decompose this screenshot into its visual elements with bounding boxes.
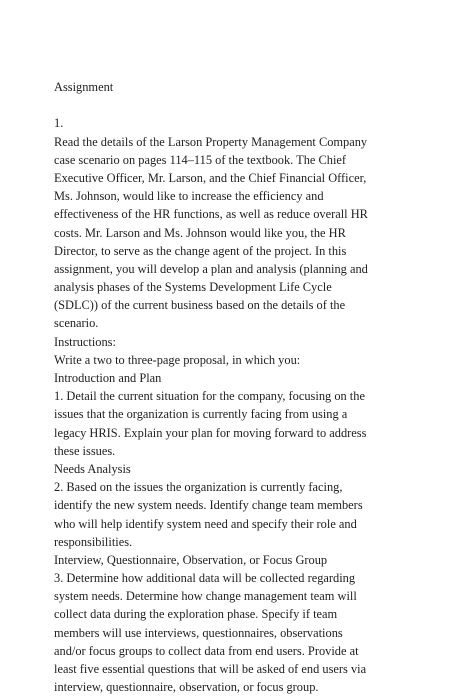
text-line: 1. Detail the current situation for the company, focusing on the — [54, 389, 365, 404]
text-line: analysis phases of the Systems Development Life Cycle — [54, 280, 332, 295]
text-line: system needs. Determine how change management team will — [54, 589, 357, 604]
text-line: Write a two to three-page proposal, in which you: — [54, 352, 301, 367]
document-lines — [54, 114, 414, 696]
text-line: assignment, you will develop a plan and analysis (planning and — [54, 261, 368, 276]
text-line: scenario. — [54, 316, 99, 331]
text-line: and/or focus groups to collect data from end users. Provide at — [54, 643, 359, 658]
text-line: 1. — [54, 116, 64, 131]
text-line: Instructions: — [54, 334, 116, 349]
text-line: Introduction and Plan — [54, 371, 162, 385]
text-line: 3. Determine how additional data will be collected regarding — [54, 571, 356, 586]
text-line: Executive Officer, Mr. Larson, and the Chief Financial Officer, — [54, 170, 367, 185]
document-body — [54, 78, 414, 696]
text-line: collect data during the exploration phase. Specify if team — [54, 607, 338, 622]
text-line: Ms. Johnson, would like to increase the efficiency and — [54, 189, 324, 204]
text-line: costs. Mr. Larson and Ms. Johnson would like you, the HR — [54, 225, 346, 240]
text-line: case scenario on pages 114–115 of the textbook. The Chief — [54, 152, 347, 167]
text-line: members will use interviews, questionnaires, observations — [54, 625, 343, 640]
text-line: responsibilities. — [54, 534, 133, 549]
text-line: legacy HRIS. Explain your plan for moving forward to address — [54, 425, 367, 440]
document-title: Assignment — [54, 80, 114, 94]
text-line: 2. Based on the issues the organization is currently facing, — [54, 480, 343, 495]
text-line: Needs Analysis — [54, 461, 131, 476]
text-line: issues that the organization is currently facing from using a — [54, 407, 348, 422]
text-line: Interview, Questionnaire, Observation, or Focus Group — [54, 552, 328, 567]
text-line: least five essential questions that will be asked of end users via — [54, 662, 367, 676]
text-line: these issues. — [54, 443, 116, 458]
text-line: identify the new system needs. Identify change team members — [54, 498, 363, 513]
text-line: Read the details of the Larson Property Management Company — [54, 134, 368, 149]
text-line: who will help identify system need and specify their role and — [54, 516, 357, 531]
text-line: interview, questionnaire, observation, or focus group. — [54, 680, 319, 695]
text-line: (SDLC)) of the current business based on the details of the — [54, 298, 346, 313]
text-line: Director, to serve as the change agent of the project. In this — [54, 243, 347, 258]
blank-line — [54, 96, 414, 114]
text-line: effectiveness of the HR functions, as well as reduce overall HR — [54, 207, 368, 222]
